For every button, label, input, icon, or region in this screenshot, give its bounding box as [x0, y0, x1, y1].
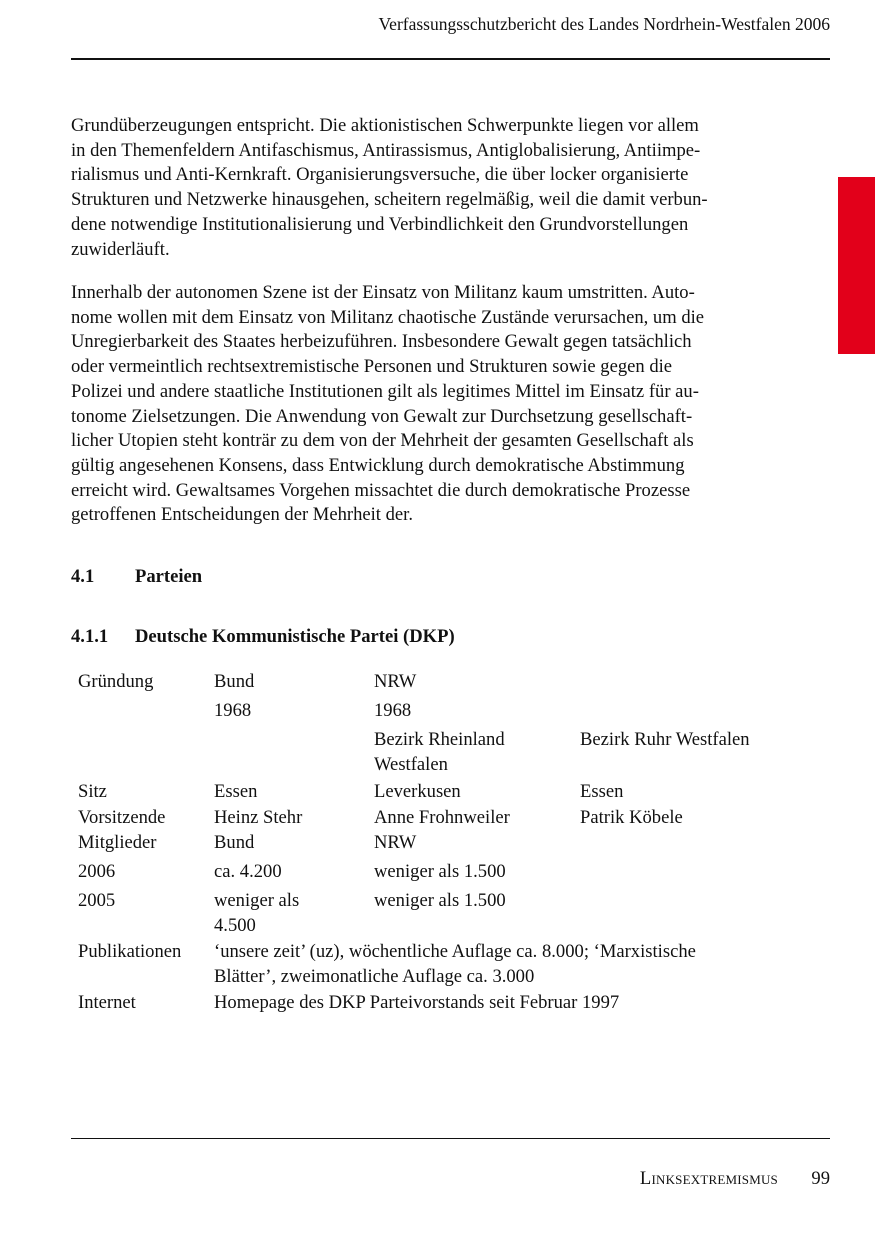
- paragraph-line: gültig angesehenen Konsens, dass Entwicklung durch demokratische Abstimmung: [71, 454, 685, 476]
- paragraph-line: Innerhalb der autonomen Szene ist der Einsatz von Militanz kaum umstritten. Auto-: [71, 282, 695, 303]
- paragraph-line: erreicht wird. Gewaltsames Vorgehen missachtet die durch demokratische Prozesse: [71, 479, 691, 501]
- paragraph-line: licher Utopien steht konträr zu dem von der Mehrheit der gesamten Gesellschaft als: [71, 430, 694, 452]
- cell-bezirk-ruhr: Bezirk Ruhr Westfalen: [580, 729, 750, 750]
- col-header-bund: Bund: [214, 671, 255, 692]
- cell-line: 4.500: [214, 914, 256, 936]
- cell-mitglieder-2005-bund: [214, 889, 364, 938]
- cell-publikationen: [214, 940, 814, 989]
- cell-sitz-rheinland: Leverkusen: [374, 781, 461, 802]
- row-label-publikationen: Publikationen: [78, 941, 182, 962]
- cell-line: ‘unsere zeit’ (uz), wöchentliche Auflage ca. 8.000; ‘Marxistische: [214, 941, 696, 962]
- cell-line: Blätter’, zweimonatliche Auflage ca. 3.000: [214, 965, 535, 987]
- paragraph-line: Strukturen und Netzwerke hinausgehen, scheitern regelmäßig, weil die damit verbun-: [71, 189, 708, 211]
- paragraph-line: tonome Zielsetzungen. Die Anwendung von Gewalt zur Durchsetzung gesellschaft-: [71, 405, 693, 427]
- chapter-thumb-tab: [838, 177, 875, 354]
- cell-mitglieder-2006-nrw: weniger als 1.500: [374, 861, 506, 882]
- section-heading-4-1: [71, 565, 202, 589]
- cell-line: weniger als: [214, 890, 300, 911]
- paragraph-line: zuwiderläuft.: [71, 238, 170, 260]
- cell-vorsitzende-bund: Heinz Stehr: [214, 806, 303, 828]
- section-title: Deutsche Kommunistische Partei (DKP): [135, 626, 455, 647]
- row-label-sitz: Sitz: [78, 781, 107, 802]
- footer-section-name: Linksextremismus: [639, 1168, 778, 1189]
- cell-sitz-ruhr: Essen: [580, 781, 624, 802]
- paragraph-line: getroffenen Entscheidungen der Mehrheit der.: [71, 504, 413, 526]
- row-label-vorsitzende: Vorsitzende: [78, 806, 166, 828]
- paragraph-line: in den Themenfeldern Antifaschismus, Antirassismus, Antiglobalisierung, Antiimpe-: [71, 139, 701, 161]
- section-heading-4-1-1: [71, 625, 455, 649]
- row-label-internet: Internet: [78, 992, 136, 1013]
- row-label-gruendung: Gründung: [78, 671, 154, 692]
- running-header: Verfassungsschutzbericht des Landes Nordrhein-Westfalen 2006: [378, 14, 830, 34]
- paragraph-line: rialismus und Anti-Kernkraft. Organisierungsversuche, die über locker organisierte: [71, 164, 689, 186]
- header-rule: [71, 58, 830, 60]
- cell-mitglieder-2005-nrw: weniger als 1.500: [374, 890, 506, 911]
- section-title: Parteien: [135, 566, 203, 587]
- cell-vorsitzende-ruhr: Patrik Köbele: [580, 806, 683, 828]
- col-header-nrw: NRW: [374, 832, 417, 853]
- paragraph-line: Grundüberzeugungen entspricht. Die aktionistischen Schwerpunkte liegen vor allem: [71, 115, 699, 136]
- paragraph-line: Polizei und andere staatliche Institutionen gilt als legitimes Mittel im Einsatz für au-: [71, 380, 699, 402]
- cell-line: Bezirk Rheinland: [374, 729, 505, 750]
- cell-sitz-bund: Essen: [214, 781, 258, 802]
- footer-rule: [71, 1138, 830, 1139]
- col-header-nrw: NRW: [374, 671, 417, 692]
- page-number: 99: [811, 1168, 830, 1189]
- cell-line: Westfalen: [374, 753, 448, 775]
- row-label-2006: 2006: [78, 861, 116, 882]
- row-label-mitglieder: Mitglieder: [78, 832, 157, 853]
- section-number: 4.1: [71, 566, 95, 587]
- cell-gruendung-bund: 1968: [214, 700, 252, 721]
- cell-internet: Homepage des DKP Parteivorstands seit Februar 1997: [214, 992, 620, 1013]
- paragraph-1: [71, 114, 771, 262]
- section-number: 4.1.1: [71, 626, 109, 647]
- cell-vorsitzende-rheinland: Anne Frohnweiler: [374, 806, 510, 828]
- cell-gruendung-nrw: 1968: [374, 700, 412, 721]
- col-header-bund: Bund: [214, 832, 255, 853]
- paragraph-line: dene notwendige Institutionalisierung und Verbindlichkeit den Grundvorstellungen: [71, 213, 689, 235]
- paragraph-2: [71, 281, 771, 528]
- row-label-2005: 2005: [78, 890, 116, 911]
- paragraph-line: Unregierbarkeit des Staates herbeizuführen. Insbesondere Gewalt gegen tatsächlich: [71, 331, 692, 353]
- paragraph-line: oder vermeintlich rechtsextremistische Personen und Strukturen sowie gegen die: [71, 356, 673, 378]
- paragraph-line: nome wollen mit dem Einsatz von Militanz chaotische Zustände verursachen, um die: [71, 306, 705, 328]
- cell-bezirk-rheinland: [374, 728, 564, 777]
- cell-mitglieder-2006-bund: ca. 4.200: [214, 861, 282, 882]
